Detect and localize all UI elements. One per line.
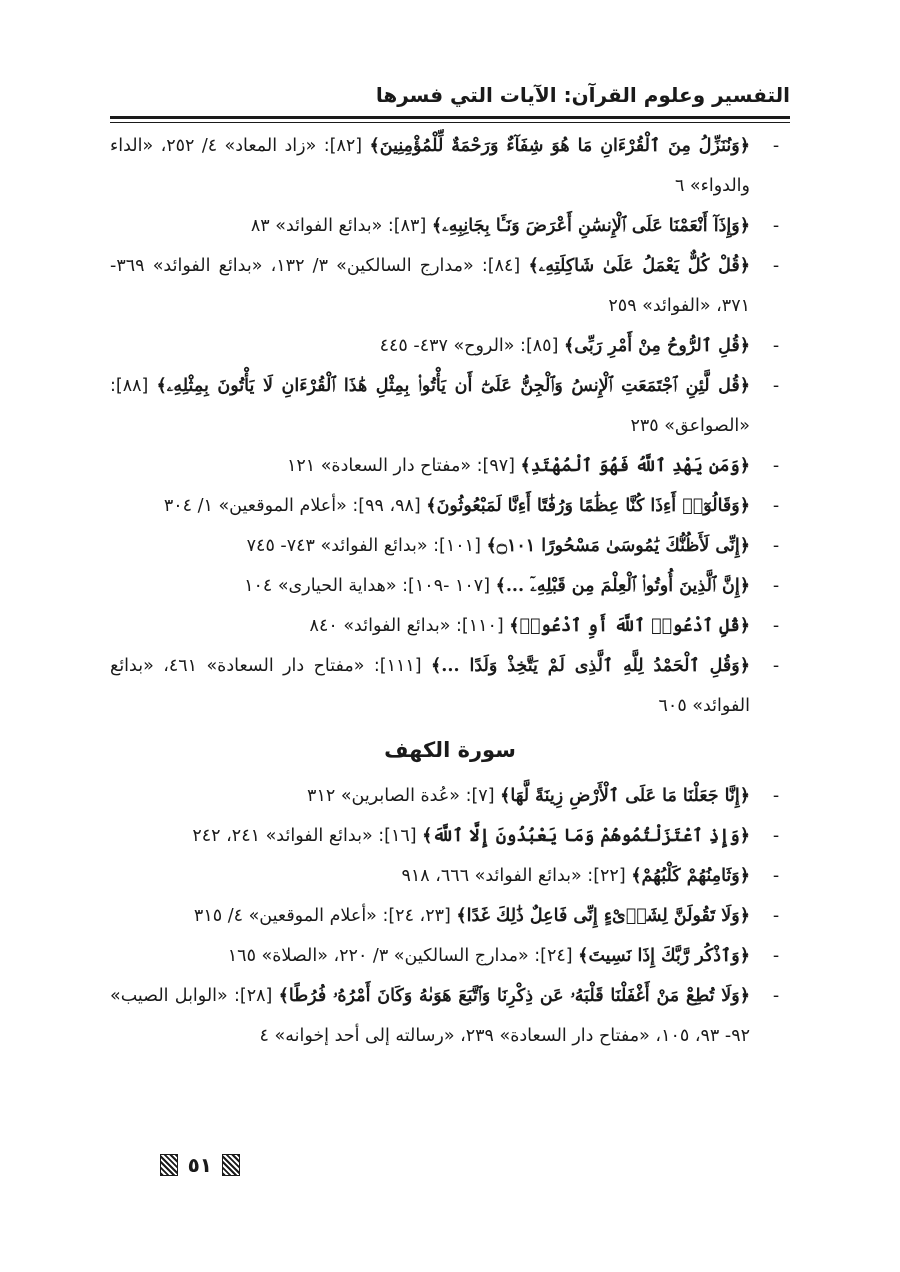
verse-entry (110, 856, 790, 896)
verse-entry (110, 526, 790, 566)
verse-text: وَإِذِ ٱعْتَزَلْتُمُوهُمْ وَمَا يَعْبُدُونَ إِلَّا ٱللَّهَ (432, 826, 740, 846)
quran-bracket-close: ﴾ (422, 826, 433, 846)
verse-entry (110, 486, 790, 526)
quran-bracket-open: ﴿ (739, 616, 750, 636)
quran-bracket-close: ﴾ (495, 576, 506, 596)
reference-text: [٨٣]: «بدائع الفوائد» ٨٣ (250, 216, 432, 236)
list-dash: - (772, 946, 780, 966)
verse-text: إِنَّ ٱلَّذِينَ أُوتُوا۟ ٱلْعِلْمَ مِن قَبْلِهِۦٓ ... (505, 576, 740, 596)
running-header (110, 78, 790, 118)
reference-text: [١١٠]: «بدائع الفوائد» ٨٤٠ (309, 616, 510, 636)
verse-text: وَلَا تُطِعْ مَنْ أَغْفَلْنَا قَلْبَهُۥ عَن ذِكْرِنَا وَٱتَّبَعَ هَوَىٰهُ وَكَانَ أَمْرُهُۥ فُرُطًا (288, 986, 740, 1006)
reference-text: [٨٤]: «مدارج السالكين» ٣/ ١٣٢، «بدائع الفوائد» ٣٦٩- ٣٧١، «الفوائد» ٢٥٩ (110, 256, 750, 316)
verse-entry (110, 646, 790, 726)
quran-bracket-close: ﴾ (156, 376, 167, 396)
reference-text: [٨٢]: «زاد المعاد» ٤/ ٢٥٢، «الداء والدواء» ٦ (110, 136, 750, 196)
quran-bracket-open: ﴿ (739, 376, 751, 396)
verse-text: وَثَامِنُهُمْ كَلْبُهُمْ (641, 866, 740, 886)
quran-bracket-close: ﴾ (426, 496, 437, 516)
verse-entry (110, 246, 790, 326)
quran-bracket-open: ﴿ (739, 536, 750, 556)
quran-bracket-open: ﴿ (739, 456, 750, 476)
reference-text: [٩٧]: «مفتاح دار السعادة» ١٢١ (286, 456, 521, 476)
header-rule-thin (110, 122, 790, 123)
page-number: ٥١ (187, 1153, 212, 1177)
list-dash: - (772, 536, 780, 556)
quran-bracket-close: ﴾ (563, 336, 575, 356)
verse-entry (110, 606, 790, 646)
quran-bracket-close: ﴾ (520, 456, 531, 476)
quran-bracket-open: ﴿ (739, 866, 750, 886)
quran-bracket-open: ﴿ (739, 496, 750, 516)
page-footer (120, 1150, 240, 1180)
quran-bracket-close: ﴾ (509, 616, 520, 636)
reference-text: [٩٨، ٩٩]: «أعلام الموقعين» ١/ ٣٠٤ (163, 496, 427, 516)
reference-text: [١٦]: «بدائع الفوائد» ٢٤١، ٢٤٢ (192, 826, 423, 846)
quran-bracket-close: ﴾ (578, 946, 589, 966)
quran-bracket-close: ﴾ (431, 656, 442, 676)
verse-text: قُلْ كُلٌّ يَعْمَلُ عَلَىٰ شَاكِلَتِهِۦ (538, 256, 740, 276)
list-dash: - (772, 616, 780, 636)
verse-text: وَلَا تَقُولَنَّ لِشَا۟ىْءٍ إِنِّى فَاعِلٌ ذَٰلِكَ غَدًا (466, 906, 740, 926)
quran-bracket-close: ﴾ (369, 136, 380, 156)
reference-text: [٢٨]: «الوابل الصيب» ٩٢- ٩٣، ١٠٥، «مفتاح دار السعادة» ٢٣٩، «رسالته إلى أحد إخوانه» ٤ (110, 986, 750, 1046)
quran-bracket-open: ﴿ (739, 986, 750, 1006)
reference-text: [١٠٧ -١٠٩]: «هداية الحيارى» ١٠٤ (244, 576, 496, 596)
verse-text: وَمَن يَهْدِ ٱللَّهُ فَهُوَ ٱلْمُهْتَدِ (530, 456, 740, 476)
quran-bracket-close: ﴾ (486, 536, 497, 556)
verse-list-al-kahf (110, 776, 790, 1056)
verse-entry (110, 776, 790, 816)
quran-bracket-open: ﴿ (739, 576, 750, 596)
verse-entry (110, 446, 790, 486)
quran-bracket-close: ﴾ (431, 216, 443, 236)
verse-entry (110, 206, 790, 246)
list-dash: - (772, 986, 780, 1006)
list-dash: - (772, 826, 780, 846)
reference-text: [٢٤]: «مدارج السالكين» ٣/ ٢٢٠، «الصلاة» ١٦٥ (227, 946, 579, 966)
quran-bracket-open: ﴿ (739, 946, 750, 966)
verse-entry (110, 936, 790, 976)
quran-bracket-close: ﴾ (278, 986, 289, 1006)
verse-text: وَٱذْكُر رَّبَّكَ إِذَا نَسِيتَ (588, 946, 740, 966)
surah-heading: سورة الكهف (384, 738, 516, 762)
list-dash: - (772, 786, 780, 806)
verse-text: قُلِ ٱدْعُوا۟ ٱللَّهَ أَوِ ٱدْعُوا۟ (519, 616, 740, 636)
verse-text: وَإِذَآ أَنْعَمْنَا عَلَى ٱلْإِنسَٰنِ أَعْرَضَ وَنَـَٔا بِجَانِبِهِۦ (442, 216, 740, 236)
quran-bracket-close: ﴾ (528, 256, 539, 276)
list-dash: - (772, 496, 780, 516)
page-title: التفسير وعلوم القرآن: الآيات التي فسرها (375, 83, 790, 107)
quran-bracket-open: ﴿ (739, 906, 750, 926)
verse-text: قُل لَّئِنِ ٱجْتَمَعَتِ ٱلْإِنسُ وَٱلْجِنُّ عَلَىٰٓ أَن يَأْتُوا۟ بِمِثْلِ هَٰذَا ٱلْقُرْءَانِ لَا يَأْتُونَ بِمِثْلِهِۦ (166, 376, 740, 396)
verse-text: إِنِّى لَأَظُنُّكَ يَٰمُوسَىٰ مَسْحُورًا ۝١٠١ (496, 536, 740, 556)
ornament-icon (222, 1154, 240, 1176)
verse-text: قُلِ ٱلرُّوحُ مِنْ أَمْرِ رَبِّى (574, 336, 740, 356)
reference-text: [٨٥]: «الروح» ٤٣٧- ٤٤٥ (379, 336, 564, 356)
quran-bracket-close: ﴾ (456, 906, 467, 926)
reference-text: [١٠١]: «بدائع الفوائد» ٧٤٣- ٧٤٥ (246, 536, 487, 556)
quran-bracket-open: ﴿ (739, 216, 750, 236)
list-dash: - (772, 256, 780, 276)
list-dash: - (772, 216, 780, 236)
header-rule-thick (110, 116, 790, 119)
reference-text: [٢٣، ٢٤]: «أعلام الموقعين» ٤/ ٣١٥ (193, 906, 457, 926)
quran-bracket-open: ﴿ (739, 826, 750, 846)
verse-text: وَنُنَزِّلُ مِنَ ٱلْقُرْءَانِ مَا هُوَ شِفَآءٌ وَرَحْمَةٌ لِّلْمُؤْمِنِينَ (379, 136, 740, 156)
quran-bracket-close: ﴾ (500, 786, 511, 806)
verse-entry (110, 896, 790, 936)
quran-bracket-open: ﴿ (739, 336, 750, 356)
list-dash: - (772, 866, 780, 886)
list-dash: - (772, 136, 780, 156)
page-body (110, 126, 790, 1136)
list-dash: - (772, 336, 780, 356)
list-dash: - (772, 456, 780, 476)
verse-list-al-isra (110, 126, 790, 726)
quran-bracket-open: ﴿ (739, 656, 750, 676)
list-dash: - (772, 906, 780, 926)
verse-entry (110, 566, 790, 606)
reference-text: [٨٨]: «الصواعق» ٢٣٥ (110, 376, 750, 436)
verse-text: إِنَّا جَعَلْنَا مَا عَلَى ٱلْأَرْضِ زِينَةً لَّهَا (510, 786, 740, 806)
ornament-icon (160, 1154, 178, 1176)
reference-text: [٢٢]: «بدائع الفوائد» ٦٦٦، ٩١٨ (401, 866, 632, 886)
verse-entry (110, 816, 790, 856)
quran-bracket-open: ﴿ (739, 256, 751, 276)
verse-entry (110, 126, 790, 206)
verse-entry (110, 326, 790, 366)
list-dash: - (772, 576, 780, 596)
list-dash: - (772, 376, 780, 396)
reference-text: [١١١]: «مفتاح دار السعادة» ٤٦١، «بدائع الفوائد» ٦٠٥ (110, 656, 750, 716)
reference-text: [٧]: «عُدة الصابرين» ٣١٢ (307, 786, 501, 806)
verse-text: وَقُلِ ٱلْحَمْدُ لِلَّهِ ٱلَّذِى لَمْ يَتَّخِذْ وَلَدًا ... (441, 656, 740, 676)
verse-text: وَقَالُوٓا۟ أَءِذَا كُنَّا عِظَٰمًا وَرُفَٰتًا أَءِنَّا لَمَبْعُوثُونَ (436, 496, 740, 516)
quran-bracket-open: ﴿ (739, 786, 750, 806)
list-dash: - (772, 656, 780, 676)
quran-bracket-open: ﴿ (739, 136, 751, 156)
verse-entry (110, 366, 790, 446)
quran-bracket-close: ﴾ (631, 866, 642, 886)
verse-entry (110, 976, 790, 1056)
